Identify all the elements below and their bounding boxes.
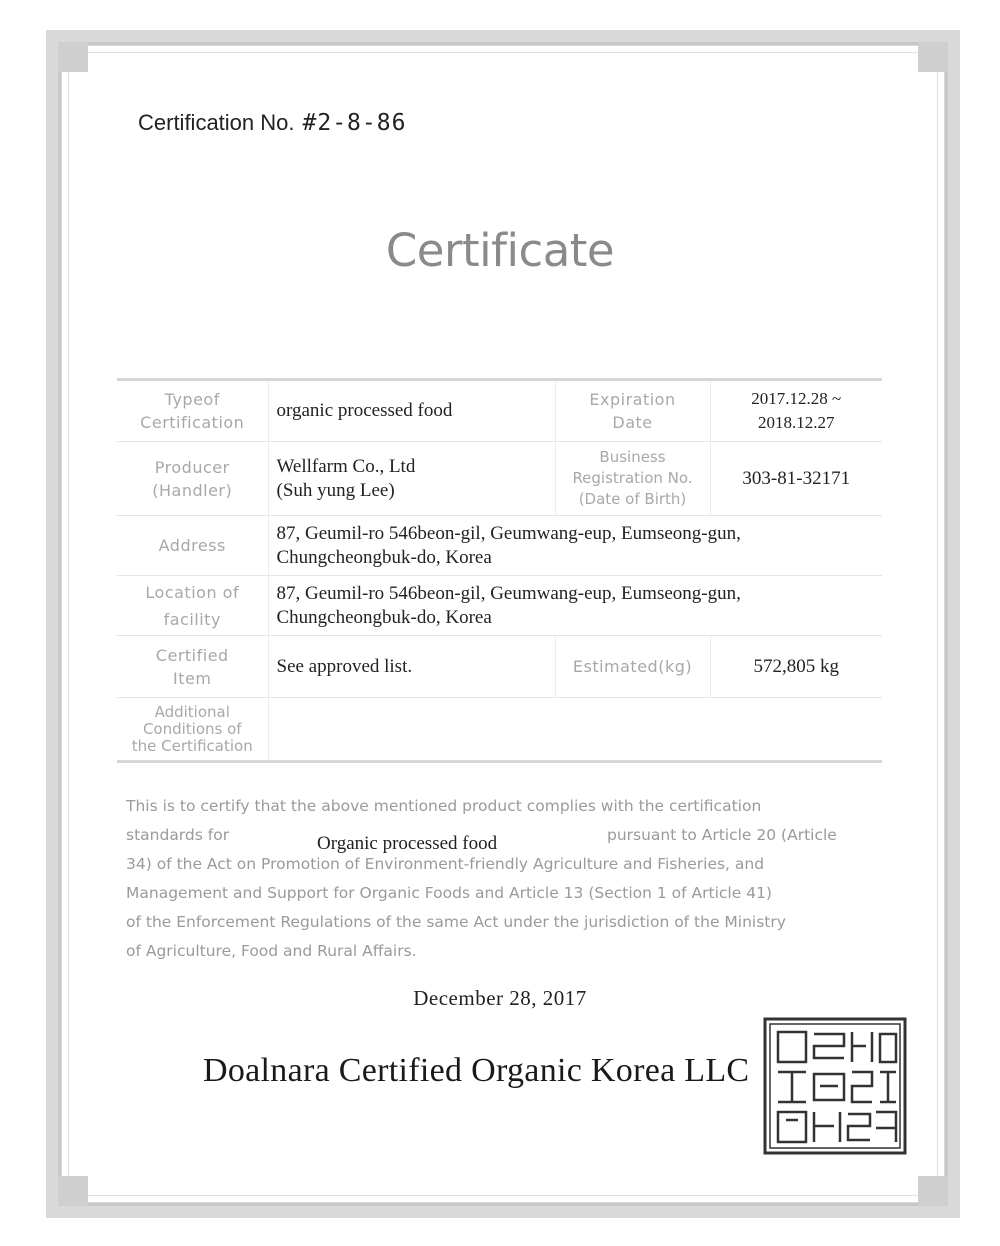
issuing-organization: Doalnara Certified Organic Korea LLC xyxy=(203,1052,750,1089)
statement-line2-start: standards for xyxy=(126,826,230,844)
issue-date: December 28, 2017 xyxy=(413,986,587,1010)
certification-statement xyxy=(126,792,876,966)
address-value: 87, Geumil-ro 546beon-gil, Geumwang-eup, Eumseong-gun, Chungcheongbuk-do, Korea xyxy=(268,516,882,576)
type-of-certification-value: organic processed food xyxy=(268,380,555,442)
business-registration-value: 303-81-32171 xyxy=(710,442,882,516)
producer-label: Producer (Handler) xyxy=(117,442,268,516)
location-of-facility-value: 87, Geumil-ro 546beon-gil, Geumwang-eup, Eumseong-gun, Chungcheongbuk-do, Korea xyxy=(268,576,882,636)
estimated-label: Estimated(kg) xyxy=(555,636,710,698)
certification-number xyxy=(138,110,406,136)
certified-item-label: Certified Item xyxy=(117,636,268,698)
certification-number-value: #2-8-86 xyxy=(302,110,407,136)
corner-ornament-top-right xyxy=(918,42,948,72)
table-row-type xyxy=(117,380,882,442)
additional-conditions-label: Additional Conditions of the Certification xyxy=(117,698,268,762)
official-seal-stamp xyxy=(762,1016,908,1156)
statement-line2-end: pursuant to Article 20 (Article xyxy=(607,826,837,844)
corner-ornament-top-left xyxy=(58,42,88,72)
corner-ornament-bottom-left xyxy=(58,1176,88,1206)
expiration-date-label: Expiration Date xyxy=(555,380,710,442)
table-row-certified-item xyxy=(117,636,882,698)
statement-line: Management and Support for Organic Foods and Article 13 (Section 1 of Article 41) xyxy=(126,884,772,902)
statement-line: 34) of the Act on Promotion of Environment-friendly Agriculture and Fisheries, and xyxy=(126,855,765,873)
table-row-address xyxy=(117,516,882,576)
certification-number-label: Certification No. xyxy=(138,110,295,135)
table-row-location xyxy=(117,576,882,636)
location-of-facility-label: Location of facility xyxy=(117,576,268,636)
business-registration-label: Business Registration No. (Date of Birth) xyxy=(555,442,710,516)
estimated-value: 572,805 kg xyxy=(710,636,882,698)
table-row-producer xyxy=(117,442,882,516)
additional-conditions-value xyxy=(268,698,882,762)
address-label: Address xyxy=(117,516,268,576)
statement-line: of Agriculture, Food and Rural Affairs. xyxy=(126,942,417,960)
statement-line: This is to certify that the above mentioned product complies with the certification xyxy=(126,797,762,815)
expiration-date-value: 2017.12.28 ~ 2018.12.27 xyxy=(710,380,882,442)
producer-value: Wellfarm Co., Ltd (Suh yung Lee) xyxy=(268,442,555,516)
certified-item-value: See approved list. xyxy=(268,636,555,698)
statement-line-with-fill xyxy=(126,821,876,854)
certificate-title: Certificate xyxy=(385,224,615,277)
statement-line: of the Enforcement Regulations of the same Act under the jurisdiction of the Ministry xyxy=(126,913,786,931)
certified-product-fill: Organic processed food xyxy=(317,833,498,854)
table-row-additional-conditions xyxy=(117,698,882,762)
type-of-certification-label: Typeof Certification xyxy=(117,380,268,442)
corner-ornament-bottom-right xyxy=(918,1176,948,1206)
certification-details-table xyxy=(117,378,882,763)
